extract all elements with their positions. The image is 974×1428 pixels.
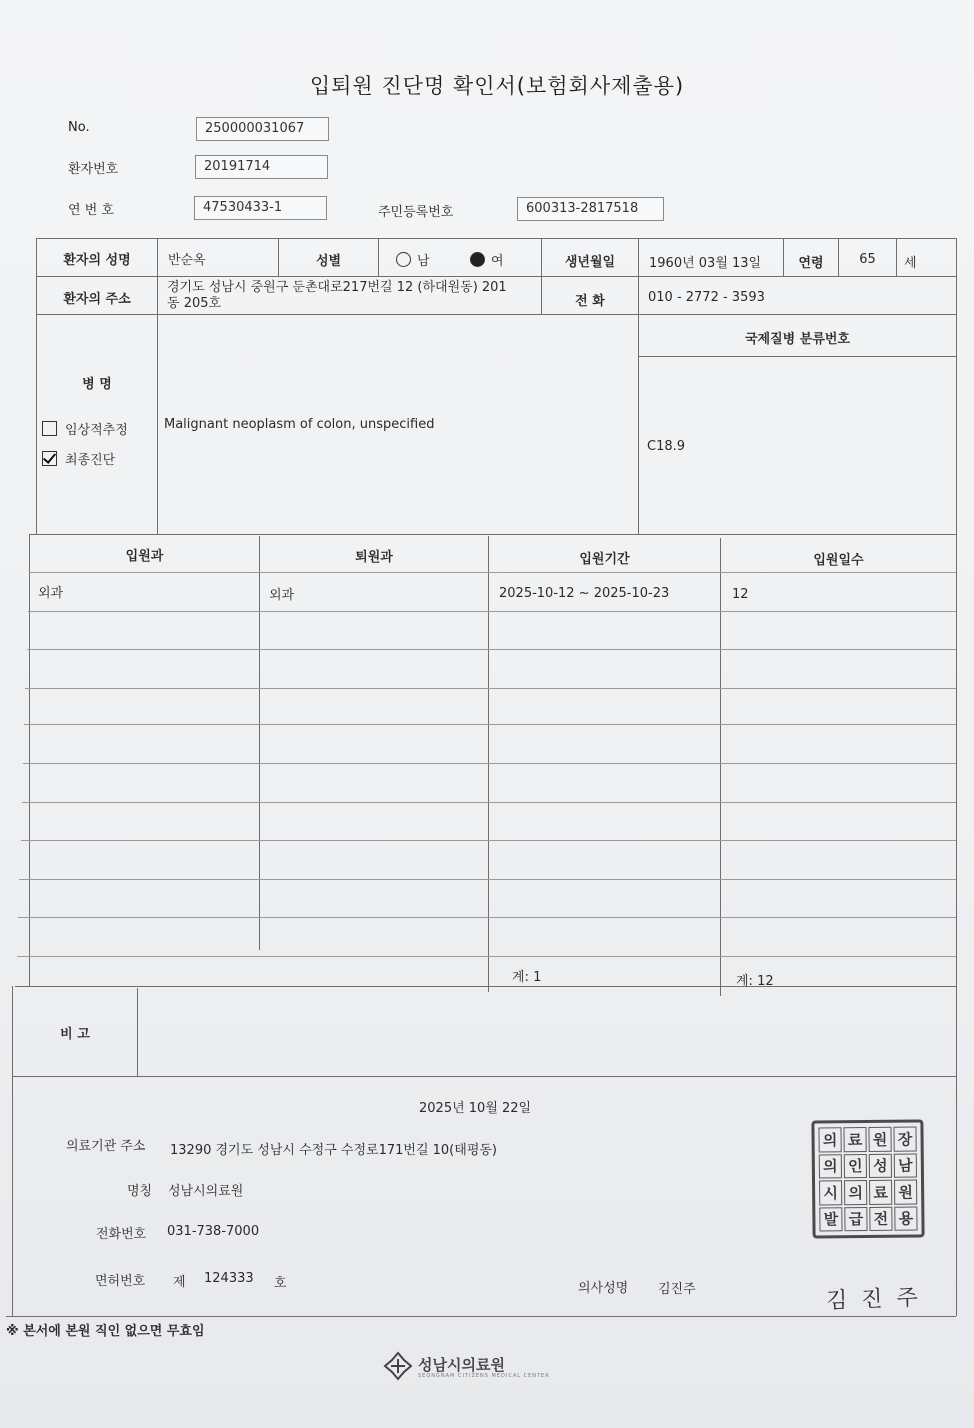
sex-male-option: [396, 250, 430, 269]
age-unit: 세: [904, 256, 917, 271]
patient-no-label: 환자번호: [68, 162, 119, 177]
institution-name-label: 명칭: [127, 1184, 153, 1199]
validity-notice: ※ 본서에 본원 직인 없으면 무효임: [6, 1324, 205, 1339]
issue-date: 2025년 10월 22일: [419, 1101, 532, 1116]
table-grid-line: [25, 688, 956, 689]
radio-female-icon: [470, 252, 485, 267]
table-grid-line: [23, 763, 956, 764]
license-suffix: 호: [274, 1276, 287, 1291]
serial-field: 47530433-1: [194, 196, 327, 220]
doctor-name-value: 김진주: [658, 1282, 696, 1297]
table-grid-line: [21, 840, 956, 841]
table-line: [6, 1316, 956, 1317]
table-line: [956, 998, 957, 1316]
seal-character: 발: [819, 1207, 842, 1232]
icd-code: C18.9: [647, 439, 686, 454]
disease-name: Malignant neoplasm of colon, unspecified: [164, 417, 435, 432]
final-option: [42, 449, 115, 468]
seal-character: 의: [844, 1180, 867, 1205]
table-line: [896, 238, 897, 276]
table-line: [720, 538, 721, 996]
license-label: 면허번호: [95, 1274, 146, 1289]
table-line: [259, 536, 260, 950]
final-option-label: 최종진단: [65, 453, 116, 468]
table-grid-line: [27, 649, 956, 650]
seal-character: 장: [893, 1126, 916, 1151]
table-line: [137, 988, 138, 1076]
seal-character: 용: [894, 1206, 917, 1231]
sex-female-option: [470, 250, 504, 269]
hospital-logo-name: 성남시의료원: [418, 1356, 505, 1374]
col-header-days: 입원일수: [813, 553, 864, 568]
table-line: [12, 1076, 957, 1077]
icd-label: 국제질병 분류번호: [745, 332, 850, 347]
table-row-discharge-dept: 외과: [269, 588, 295, 603]
table-line: [157, 238, 158, 534]
sex-female-label: 여: [491, 254, 504, 269]
age-label: 연령: [798, 256, 824, 271]
license-prefix: 제: [173, 1275, 186, 1290]
birth-label: 생년월일: [564, 255, 616, 270]
sex-male-label: 남: [417, 254, 430, 269]
table-line: [36, 314, 956, 315]
total-period: 계: 1: [512, 970, 542, 985]
seal-character: 인: [844, 1154, 867, 1179]
document-title: 입퇴원 진단명 확인서(보험회사제출용): [309, 74, 685, 98]
institution-phone-value: 031-738-7000: [167, 1224, 260, 1239]
patient-name-value: 반순옥: [168, 253, 206, 268]
seal-character: 의: [819, 1154, 842, 1179]
age-value: 65: [859, 252, 876, 267]
seal-character: 의: [818, 1127, 841, 1152]
col-header-period: 입원기간: [579, 552, 630, 567]
seal-character: 료: [869, 1180, 892, 1205]
doctor-signature: 김진주: [825, 1285, 933, 1314]
table-row-period: 2025-10-12 ~ 2025-10-23: [499, 586, 670, 601]
seal-character: 급: [844, 1207, 867, 1232]
rrn-field: 600313-2817518: [517, 197, 664, 221]
checkbox-clinical-icon: [42, 421, 57, 436]
address-line-2: 동 205호: [167, 296, 222, 311]
table-row-days: 12: [732, 587, 749, 602]
no-label: No.: [68, 120, 90, 135]
seal-character: 남: [894, 1153, 917, 1178]
diagnosis-label: 병 명: [82, 377, 112, 392]
seal-character: 원: [868, 1127, 891, 1152]
table-grid-line: [24, 724, 956, 725]
seal-character: 료: [843, 1127, 866, 1152]
clinical-option: [42, 419, 128, 438]
seal-character: 시: [819, 1180, 842, 1205]
seal-character: 전: [869, 1206, 892, 1231]
table-line: [29, 534, 30, 986]
no-field: 250000031067: [196, 117, 329, 141]
table-line: [638, 356, 956, 357]
address-value: [167, 280, 507, 312]
table-grid-line: [29, 572, 956, 573]
patient-name-label: 환자의 성명: [63, 253, 131, 268]
checkbox-final-icon: [42, 451, 57, 466]
table-row-admit-dept: 외과: [38, 586, 64, 601]
table-line: [488, 536, 489, 992]
clinical-option-label: 임상적추정: [65, 423, 128, 438]
table-grid-line: [17, 956, 956, 957]
table-line: [638, 238, 639, 534]
hospital-logo-subtitle: SEONGNAM CITIZENS MEDICAL CENTER: [418, 1373, 550, 1379]
radio-male-icon: [396, 252, 411, 267]
address-label: 환자의 주소: [63, 292, 131, 307]
total-days: 계: 12: [736, 974, 774, 989]
institution-name-value: 성남시의료원: [168, 1184, 244, 1199]
table-grid-line: [22, 802, 956, 803]
official-seal: [811, 1119, 924, 1238]
serial-label: 연 번 호: [68, 203, 114, 218]
phone-value: 010 - 2772 - 3593: [648, 290, 765, 305]
doctor-name-label: 의사성명: [578, 1281, 629, 1296]
license-number: 124333: [204, 1271, 254, 1286]
seal-character: 성: [869, 1153, 892, 1178]
address-line-1: 경기도 성남시 중원구 둔촌대로217번길 12 (하대원동) 201: [167, 280, 507, 295]
institution-phone-label: 전화번호: [96, 1227, 147, 1242]
table-grid-line: [18, 917, 956, 918]
col-header-admit-dept: 입원과: [125, 549, 164, 564]
birth-value: 1960년 03월 13일: [649, 256, 762, 271]
seal-character: 원: [894, 1179, 917, 1204]
table-line: [15, 986, 956, 987]
remarks-label: 비 고: [60, 1027, 90, 1042]
table-line: [36, 238, 956, 239]
table-line: [29, 534, 956, 535]
institution-address-value: 13290 경기도 성남시 수정구 수정로171번길 10(태평동): [170, 1143, 498, 1158]
institution-address-label: 의료기관 주소: [66, 1139, 146, 1154]
table-line: [956, 534, 957, 998]
col-header-discharge-dept: 퇴원과: [355, 550, 393, 565]
rrn-label: 주민등록번호: [378, 205, 454, 220]
table-line: [956, 238, 957, 536]
hospital-logo-icon: [382, 1350, 414, 1382]
table-line: [36, 276, 956, 277]
patient-no-field: 20191714: [195, 155, 328, 179]
table-grid-line: [19, 879, 956, 880]
table-grid-line: [28, 611, 956, 612]
sex-label: 성별: [315, 254, 342, 269]
table-line: [378, 238, 379, 276]
phone-label: 전 화: [575, 294, 605, 309]
